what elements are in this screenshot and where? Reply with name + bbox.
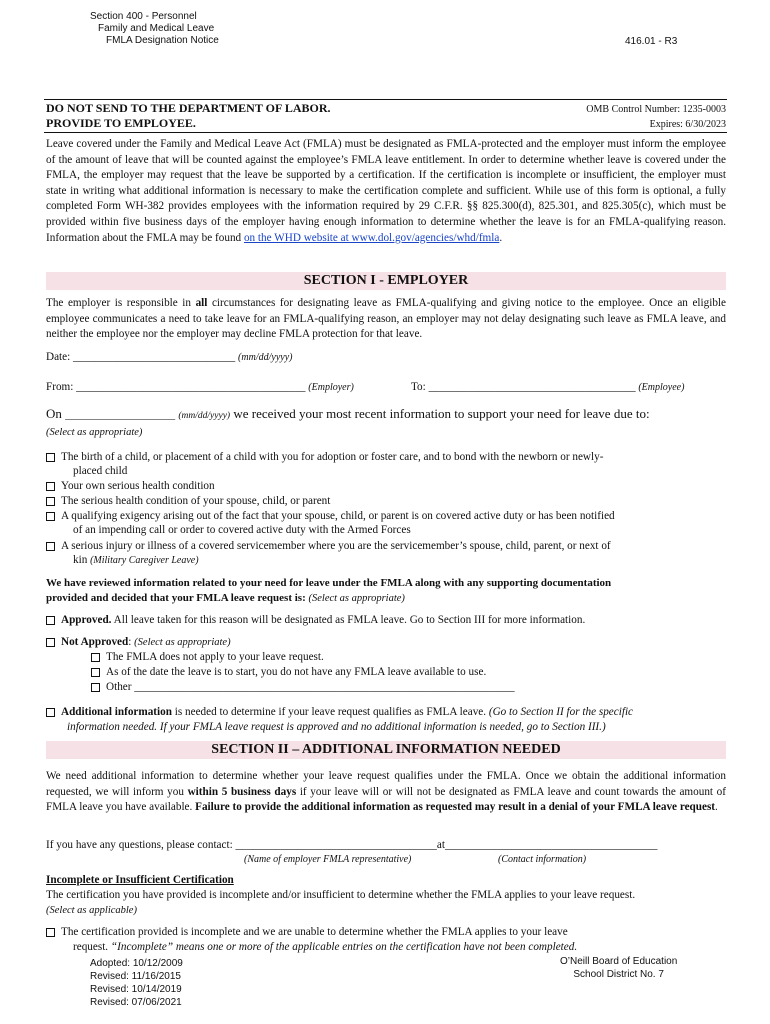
rep-hint: (Name of employer FMLA representative) xyxy=(244,854,412,865)
incomplete-text: The certification you have provided is incomplete and/or insufficient to determine whether the FMLA applies to your leave request. xyxy=(46,889,636,901)
notice-title-line1: DO NOT SEND TO THE DEPARTMENT OF LABOR. xyxy=(46,101,331,115)
reviewed-line2 xyxy=(46,591,405,606)
incomplete-item-cont xyxy=(73,940,577,955)
not-approved-reason-1[interactable] xyxy=(91,650,324,665)
omb-number: OMB Control Number: 1235-0003 xyxy=(586,104,726,115)
date-blank[interactable]: _____________________________ xyxy=(73,351,236,363)
whd-link[interactable]: on the WHD website at www.dol.gov/agencies/whd/fmla xyxy=(243,231,500,244)
incomplete-item-request: request. xyxy=(73,941,111,953)
kin-text: kin xyxy=(73,554,91,566)
reason-family-health[interactable] xyxy=(46,494,330,509)
notice-title-line2: PROVIDE TO EMPLOYEE. xyxy=(46,116,196,130)
checkbox-servicemember[interactable] xyxy=(46,542,55,551)
omb-block xyxy=(586,102,726,132)
na3-text[interactable]: Other ____________________________________________________________________ xyxy=(106,681,515,693)
header-line2: Family and Medical Leave xyxy=(98,23,215,34)
reason-exigency-cont: of an impending call or order to covered active duty with the Armed Forces xyxy=(73,524,411,536)
intro-paragraph xyxy=(46,137,726,246)
reason-servicemember[interactable] xyxy=(46,539,611,554)
date-field[interactable] xyxy=(46,350,292,365)
header-line1: Section 400 - Personnel xyxy=(90,11,197,22)
reason-exigency-text: A qualifying exigency arising out of the fact that your spouse, child, or parent is on covered active duty or has been notified xyxy=(61,510,615,522)
na1-text: The FMLA does not apply to your leave request. xyxy=(106,651,324,663)
to-field[interactable] xyxy=(411,380,684,395)
additional-info-label: Additional information xyxy=(61,706,172,718)
board-name: O’Neill Board of Education xyxy=(560,956,678,967)
from-field[interactable] xyxy=(46,380,354,395)
reason-exigency[interactable] xyxy=(46,509,615,524)
reason-birth-text: The birth of a child, or placement of a child with you for adoption or foster care, and to bond with the newborn or newly- xyxy=(61,451,604,463)
reason-servicemember-text: A serious injury or illness of a covered servicemember where you are the servicemember’s spouse, child, parent, or next of xyxy=(61,540,611,552)
option-approved[interactable] xyxy=(46,613,585,628)
reason-servicemember-cont xyxy=(73,553,199,568)
adopted-date: Adopted: 10/12/2009 xyxy=(90,958,183,969)
reviewed-line2-text: provided and decided that your FMLA leave request is: xyxy=(46,592,309,604)
section-2-heading: SECTION II – ADDITIONAL INFORMATION NEEDED xyxy=(46,741,726,759)
revised-date-1: Revised: 11/16/2015 xyxy=(90,971,181,982)
reason-own-health-text: Your own serious health condition xyxy=(61,480,215,492)
intro-text: Leave covered under the Family and Medical Leave Act (FMLA) must be designated as FMLA-protected and the employer must inform the employee of the amount of leave that will be counted against the employee’s FMLA leave entitlement. In order to determine whether leave is covered under the FMLA, the employer may request that the leave be supported by a certification. If the certification is incomplete or insufficient, the employer must state in writing what additional information is necessary to make the certification complete and sufficient. While use of this form is optional, a fully completed Form WH-382 provides employees with the information required by 29 C.F.R. §§ 825.300(d), 825.301, and 825.305(c), which must be provided within five business days of the employer having enough information to determine whether the leave is for an FMLA-qualifying reason. Information about the FMLA may be found xyxy=(46,138,726,244)
s2-text-failure: Failure to provide the additional information as requested may result in a denial of your FMLA leave request xyxy=(195,801,716,814)
not-approved-label: Not Approved xyxy=(61,636,129,648)
checkbox-incomplete[interactable] xyxy=(46,928,55,937)
reviewed-line1: We have reviewed information related to your need for leave under the FMLA along with any supporting documentation xyxy=(46,577,612,589)
from-blank[interactable]: _________________________________________ xyxy=(76,381,306,393)
approved-text: All leave taken for this reason will be designated as FMLA leave. Go to Section III for more information. xyxy=(111,614,586,626)
header-line3: FMLA Designation Notice xyxy=(106,35,219,46)
section-1-paragraph xyxy=(46,296,726,343)
checkbox-not-approved[interactable] xyxy=(46,638,55,647)
on-blank[interactable]: ____________________ xyxy=(65,409,176,421)
section-1-heading: SECTION I - EMPLOYER xyxy=(46,272,726,290)
option-not-approved[interactable] xyxy=(46,635,231,650)
date-label: Date: xyxy=(46,351,74,363)
option-additional-info[interactable] xyxy=(46,705,633,720)
checkbox-other[interactable] xyxy=(91,683,100,692)
reason-family-health-text: The serious health condition of your spouse, child, or parent xyxy=(61,495,331,507)
reason-birth-cont: placed child xyxy=(73,465,128,477)
checkbox-no-leave-available[interactable] xyxy=(91,668,100,677)
expiration-date: Expires: 6/30/2023 xyxy=(649,119,726,130)
revised-date-2: Revised: 10/14/2019 xyxy=(90,984,182,995)
military-caregiver-hint: (Military Caregiver Leave) xyxy=(90,555,199,566)
reason-birth[interactable] xyxy=(46,450,603,465)
select-hint-2: (Select as applicable) xyxy=(46,905,137,916)
intro-end: . xyxy=(499,231,503,244)
district-info xyxy=(560,955,677,981)
contact-hint: (Contact information) xyxy=(498,854,587,865)
checkbox-additional-info[interactable] xyxy=(46,708,55,717)
s2-text-a: We need additional information to determine whether your leave request qualifies under the FMLA. Once we obtain the additional information requested, we will inform you xyxy=(46,770,726,798)
checkbox-own-health[interactable] xyxy=(46,482,55,491)
revision-history xyxy=(90,957,183,1009)
option-incomplete[interactable] xyxy=(46,925,568,940)
select-hint-1: (Select as appropriate) xyxy=(46,427,143,438)
notice-title xyxy=(46,101,331,131)
not-approved-colon: : xyxy=(128,636,135,648)
incomplete-heading: Incomplete or Insufficient Certification xyxy=(46,874,234,886)
on-field[interactable] xyxy=(46,405,650,425)
reason-own-health[interactable] xyxy=(46,479,215,494)
on-hint: (mm/dd/yyyy) xyxy=(178,411,231,421)
on-text: we received your most recent information to support your need for leave due to: xyxy=(230,406,650,421)
checkbox-exigency[interactable] xyxy=(46,512,55,521)
checkbox-birth[interactable] xyxy=(46,453,55,462)
district-name: School District No. 7 xyxy=(573,969,664,980)
approved-label: Approved. xyxy=(61,614,112,626)
not-approved-hint: (Select as appropriate) xyxy=(134,637,231,648)
additional-info-text: is needed to determine if your leave request qualifies as FMLA leave. xyxy=(171,706,489,718)
from-hint: (Employer) xyxy=(308,382,354,393)
s1-text-a: The employer is responsible in xyxy=(46,297,196,309)
incomplete-item-hint: “Incomplete” means one or more of the applicable entries on the certification have not been completed. xyxy=(110,941,578,953)
reviewed-hint: (Select as appropriate) xyxy=(308,593,405,604)
s2-text-end: . xyxy=(715,801,718,814)
to-label: To: xyxy=(411,381,429,393)
bottom-rule xyxy=(44,132,727,133)
checkbox-fmla-not-apply[interactable] xyxy=(91,653,100,662)
top-rule xyxy=(44,99,727,100)
s1-text-all: all xyxy=(195,297,208,309)
section-2-paragraph xyxy=(46,769,726,816)
not-approved-reason-2[interactable] xyxy=(91,665,486,680)
s2-text-business-days: within 5 business days xyxy=(187,785,297,798)
checkbox-approved[interactable] xyxy=(46,616,55,625)
s1-text-c: circumstances for designating leave as FMLA-qualifying and giving notice to the employee. Once an eligible employee communicates a need to take leave for an FMLA-qualifying reason, an employer may not delay designating such leave as FMLA leave, and neither the employee nor the employer may decline FMLA protection for that leave. xyxy=(46,297,726,341)
na2-text: As of the date the leave is to start, you do not have any FMLA leave available to use. xyxy=(106,666,487,678)
date-hint: (mm/dd/yyyy) xyxy=(238,352,293,363)
s2-text-c: if your leave will or will not be designated as FMLA leave and count towards the amount of FMLA leave you have available. xyxy=(46,785,726,814)
from-label: From: xyxy=(46,381,77,393)
policy-code: 416.01 - R3 xyxy=(625,36,678,47)
additional-info-hint2: information needed. If your FMLA leave request is approved and no additional information is needed, go to Section III.) xyxy=(67,721,606,733)
to-hint: (Employee) xyxy=(638,382,685,393)
questions-contact-line[interactable]: If you have any questions, please contact: ____________________________________at______________________________________ xyxy=(46,839,658,851)
on-label: On xyxy=(46,406,66,421)
header-section xyxy=(90,11,219,47)
incomplete-item-text: The certification provided is incomplete and we are unable to determine whether the FMLA applies to your leave xyxy=(61,926,568,938)
revised-date-3: Revised: 07/06/2021 xyxy=(90,997,182,1008)
checkbox-family-health[interactable] xyxy=(46,497,55,506)
to-blank[interactable]: _____________________________________ xyxy=(428,381,636,393)
additional-info-hint1: (Go to Section II for the specific xyxy=(488,706,634,718)
not-approved-reason-3[interactable] xyxy=(91,680,515,695)
